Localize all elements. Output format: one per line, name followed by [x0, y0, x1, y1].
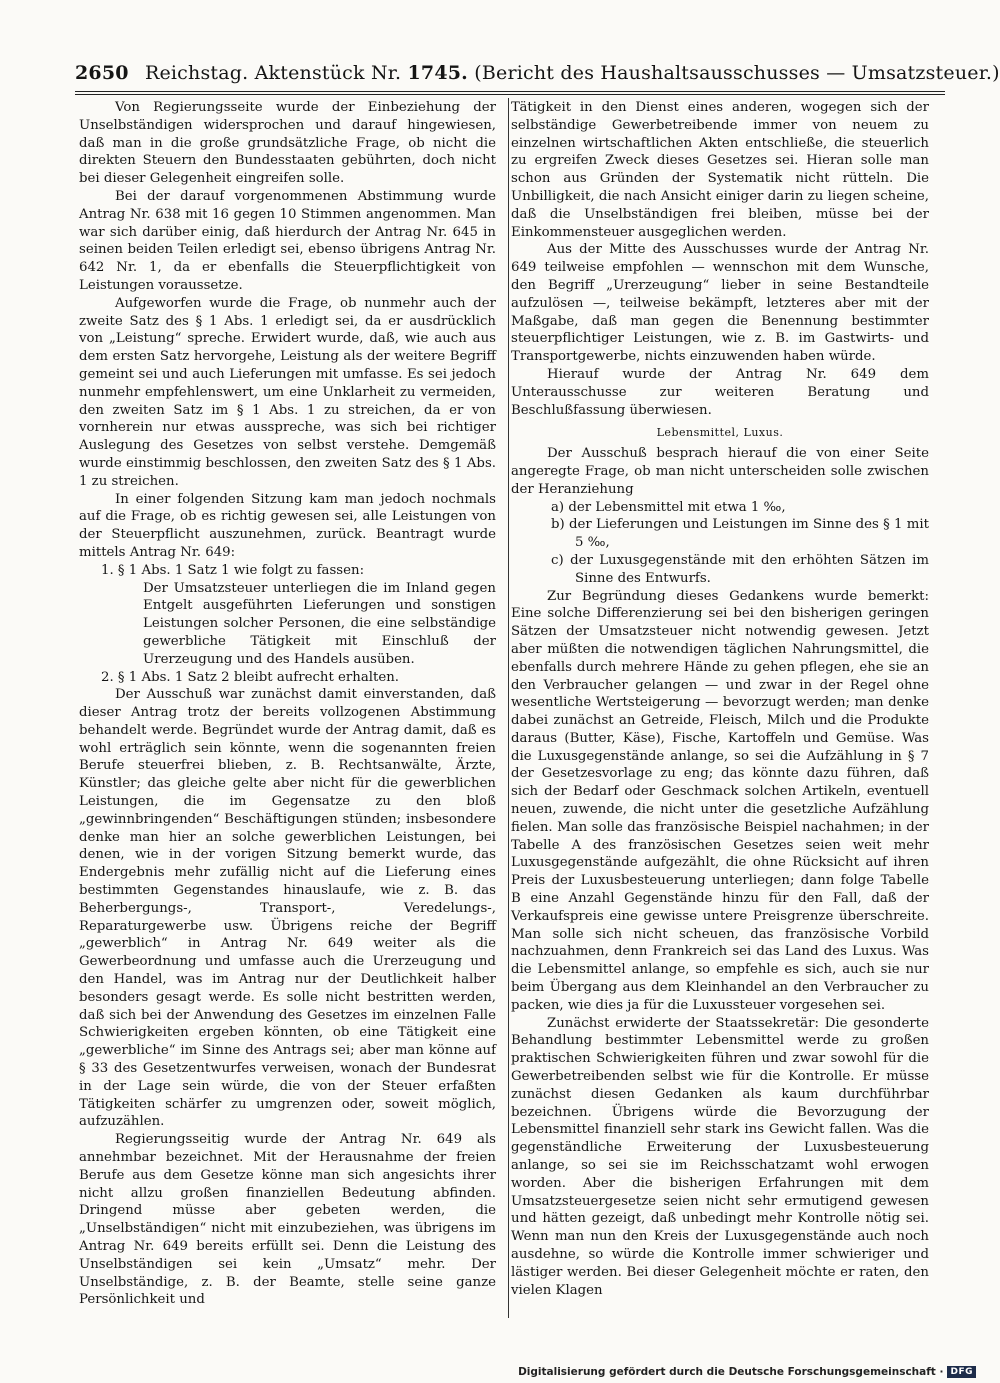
- page-header: [75, 62, 1000, 84]
- header-rule: [75, 91, 945, 92]
- page-number: 2650: [75, 62, 129, 84]
- header-reichstag: Reichstag.: [144, 62, 249, 84]
- paragraph: Bei der darauf vorgenommenen Abstimmung wurde Antrag Nr. 638 mit 16 gegen 10 Stimmen angenommen. Man war sich darüber einig, daß hierdurch der Antrag Nr. 645 in seinen beiden Teilen erledigt sei, ebenso übrigens Antrag Nr. 642 Nr. 1, da er ebenfalls die Steuerpflichtigkeit von Leistungen voraussetze.: [79, 188, 496, 293]
- footer-text: Digitalisierung gefördert durch die Deutsche Forschungsgemeinschaft ·: [518, 1366, 944, 1378]
- header-rule-double: [75, 94, 945, 95]
- paragraph: 2. § 1 Abs. 1 Satz 2 bleibt aufrecht erhalten.: [101, 669, 400, 685]
- column-separator: [508, 98, 509, 1318]
- paragraph: In einer folgenden Sitzung kam man jedoch nochmals auf die Frage, ob es richtig gewesen sei, alle Leistungen von der Steuerpflicht auszunehmen, zurück. Beantragt wurde mittels Antrag Nr. 649:: [79, 491, 496, 560]
- digitization-footer: [518, 1366, 976, 1378]
- paragraph: c) der Luxusgegenstände mit den erhöhten Sätzen im Sinne des Entwurfs.: [551, 552, 929, 586]
- paragraph: Von Regierungsseite wurde der Einbeziehung der Unselbständigen widersprochen und darauf hingewiesen, daß man in die große grundsätzliche Frage, ob nicht die direkten Steuern den Bundesstaaten gebührten, doch nicht bei dieser Gelegenheit eingreifen solle.: [79, 100, 496, 187]
- paragraph: Regierungsseitig wurde der Antrag Nr. 649 als annehmbar bezeichnet. Mit der Herausnahme der freien Berufe aus dem Gesetze könne man sich angesichts ihrer nicht allzu großen finanziellen Bedeutung abfinden. Dringend müsse aber gebeten werden, die „Unselbständigen“ nicht mit einzubeziehen, was übrigens im Antrag Nr. 649 bereits erfüllt sei. Denn die Leistung des Unselbständigen sei kein „Umsatz“ mehr. Der Unselbständige, z. B. der Beamte, stelle seine ganze Persönlichkeit und: [79, 1132, 496, 1308]
- paragraph: Aufgeworfen wurde die Frage, ob nunmehr auch der zweite Satz des § 1 Abs. 1 erledigt sei, da er ausdrücklich von „Leistung“ spreche. Erwidert wurde, daß, wie auch aus dem ersten Satz hervorgehe, Leistung als der weitere Begriff gemeint sei und auch Lieferungen mit umfasse. Es sei jedoch nunmehr empfehlenswert, um eine Unklarheit zu vermeiden, den zweiten Satz im § 1 Abs. 1 zu streichen, da er von vornherein nur etwas ausspreche, was sich bei richtiger Auslegung des Gesetzes von selbst verstehe. Demgemäß wurde einstimmig beschlossen, den zweiten Satz des § 1 Abs. 1 zu streichen.: [79, 295, 496, 489]
- dfg-logo: DFG: [947, 1366, 976, 1378]
- header-document-number: 1745.: [407, 62, 468, 84]
- header-aktenstueck: Aktenstück Nr.: [254, 62, 402, 84]
- header-subtitle: (Bericht des Haushaltsausschusses — Umsatzsteuer.): [474, 62, 1000, 84]
- right-text-column: [511, 99, 929, 1299]
- paragraph: Tätigkeit in den Dienst eines anderen, wogegen sich der selbständige Gewerbetreibende immer von neuem zu einzelnen wirtschaftlichen Akten entschließe, die steuerlich zu ergreifen Zweck dieses Gesetzes sei. Hieran solle man schon aus Gründen der Systematik nicht rütteln. Die Unbilligkeit, die nach Ansicht einiger darin zu liegen scheine, daß die Unselbständigen frei bleiben, müsse bei der Einkommensteuer ausgeglichen werden.: [511, 100, 929, 240]
- paragraph: Der Ausschuß war zunächst damit einverstanden, daß dieser Antrag trotz der bereits vollzogenen Abstimmung behandelt werde. Begründet wurde der Antrag damit, daß es wohl erträglich sein könnte, wenn die sogenannten freien Berufe steuerfrei blieben, z. B. Rechtsanwälte, Ärzte, Künstler; das gleiche gelte aber nicht für die gewerblichen Leistungen, die im Gegensatze zu den bloß „gewinnbringenden“ Beschäftigungen stünden; insbesondere denke man hier an solche gewerblichen Leistungen, bei denen, wie in der vorigen Sitzung bemerkt wurde, das Endergebnis mehr zufällig nicht auf die Lieferung eines bestimmten Gegenstandes hinauslaufe, wie z. B. das Beherbergungs-, Transport-, Veredelungs-, Reparaturgewerbe usw. Übrigens reiche der Begriff „gewerblich“ in Antrag Nr. 649 weiter als die Gewerbeordnung und umfasse auch die Urerzeugung und den Handel, was im Antrag nur der Deutlichkeit halber besonders gesagt werde. Es solle nicht bestritten werden, daß sich bei der Anwendung des Gesetzes im einzelnen Falle Schwierigkeiten ergeben könnten, ob eine Tätigkeit eine „gewerbliche“ im Sinne des Antrags sei; aber man könne auf § 33 des Gesetzentwurfes verweisen, wonach der Bundesrat in der Lage sein würde, die von der Steuer erfaßten Tätigkeiten schärfer zu umgrenzen oder, soweit möglich, aufzuzählen.: [79, 687, 496, 1130]
- paragraph: a) der Lebensmittel mit etwa 1 ‰,: [551, 499, 786, 515]
- paragraph: Zunächst erwiderte der Staatssekretär: Die gesonderte Behandlung bestimmter Lebensmittel werde zu großen praktischen Schwierigkeiten führen und zwar sowohl für die Gewerbetreibenden selbst wie für die Kontrolle. Er müsse zunächst diesen Gedanken als kaum durchführbar bezeichnen. Übrigens würde die Bevorzugung der Lebensmittel finanziell sehr stark ins Gewicht fallen. Was die gegenständliche Erweiterung der Luxusbesteuerung anlange, so sei sie im Reichsschatzamt wohl erwogen worden. Aber die bisherigen Erfahrungen mit dem Umsatzsteuergesetze seien nicht sehr ermutigend gewesen und hätten gezeigt, daß unbedingt mehr Kontrolle nötig sei. Wenn man nun den Kreis der Luxusgegenstände auch noch ausdehne, so würde die Kontrolle immer schwieriger und lästiger werden. Bei dieser Gelegenheit möchte er raten, den vielen Klagen: [511, 1015, 929, 1298]
- paragraph: Hierauf wurde der Antrag Nr. 649 dem Unterausschusse zur weiteren Beratung und Beschlußfassung überwiesen.: [511, 366, 929, 418]
- section-heading: Lebensmittel, Luxus.: [656, 426, 784, 440]
- paragraph: 1. § 1 Abs. 1 Satz 1 wie folgt zu fassen:: [101, 562, 365, 578]
- left-text-column: [79, 99, 496, 1309]
- paragraph: Der Ausschuß besprach hierauf die von einer Seite angeregte Frage, ob man nicht unterscheiden solle zwischen der Heranziehung: [511, 446, 929, 497]
- paragraph: Zur Begründung dieses Gedankens wurde bemerkt: Eine solche Differenzierung sei bei den bisherigen geringen Sätzen der Umsatzsteuer nicht notwendig gewesen. Jetzt aber müßten die notwendigen täglichen Nahrungsmittel, die ebenfalls durch mehrere Hände zu gehen pflegen, ehe sie an den Verbraucher gelangen — und zwar in der Regel ohne wesentliche Wertsteigerung — bevorzugt werden; man denke dabei zunächst an Getreide, Fleisch, Milch und die Produkte daraus (Butter, Käse), Fische, Kartoffeln und Gemüse. Was die Luxusgegenstände anlange, so sei die Aufzählung in § 7 der Gesetzesvorlage zu eng; das könnte dazu führen, daß sich der Bedarf oder Geschmack solchen Artikeln, eventuell neuen, zuwende, die nicht unter die gesetzliche Aufzählung fielen. Man solle das französische Beispiel nachahmen; in der Tabelle A des französischen Gesetzes seien weit mehr Luxusgegenstände aufgezählt, die ohne Rücksicht auf ihren Preis der Luxusbesteuerung unterliegen; dann folge Tabelle B eine Anzahl Gegenstände hinzu für den Fall, daß der Verkaufspreis eine gewisse untere Preisgrenze überschreite. Man solle sich nicht scheuen, das französische Vorbild nachzuahmen, denn Frankreich sei das Land des Luxus. Was die Lebensmittel anlange, so empfehle es sich, auch sie nur beim Übergang aus dem Kleinhandel an den Verbraucher zu packen, wie dies ja für die Luxussteuer vorgesehen sei.: [511, 588, 929, 1013]
- paragraph: Der Umsatzsteuer unterliegen die im Inland gegen Entgelt ausgeführten Lieferungen und sonstigen Leistungen solcher Personen, die eine selbständige gewerbliche Tätigkeit mit Einschluß der Urerzeugung und des Handels ausüben.: [143, 580, 496, 667]
- paragraph: Aus der Mitte des Ausschusses wurde der Antrag Nr. 649 teilweise empfohlen — wennschon mit dem Wunsche, den Begriff „Urerzeugung“ lieber in seine Bestandteile aufzulösen —, teilweise bekämpft, letzteres aber mit der Maßgabe, daß man gegen die Benennung bestimmter steuerpflichtiger Leistungen, wie z. B. im Gastwirts- und Transportgewerbe, nichts einzuwenden haben würde.: [511, 242, 929, 365]
- paragraph: b) der Lieferungen und Leistungen im Sinne des § 1 mit 5 ‰,: [551, 517, 929, 551]
